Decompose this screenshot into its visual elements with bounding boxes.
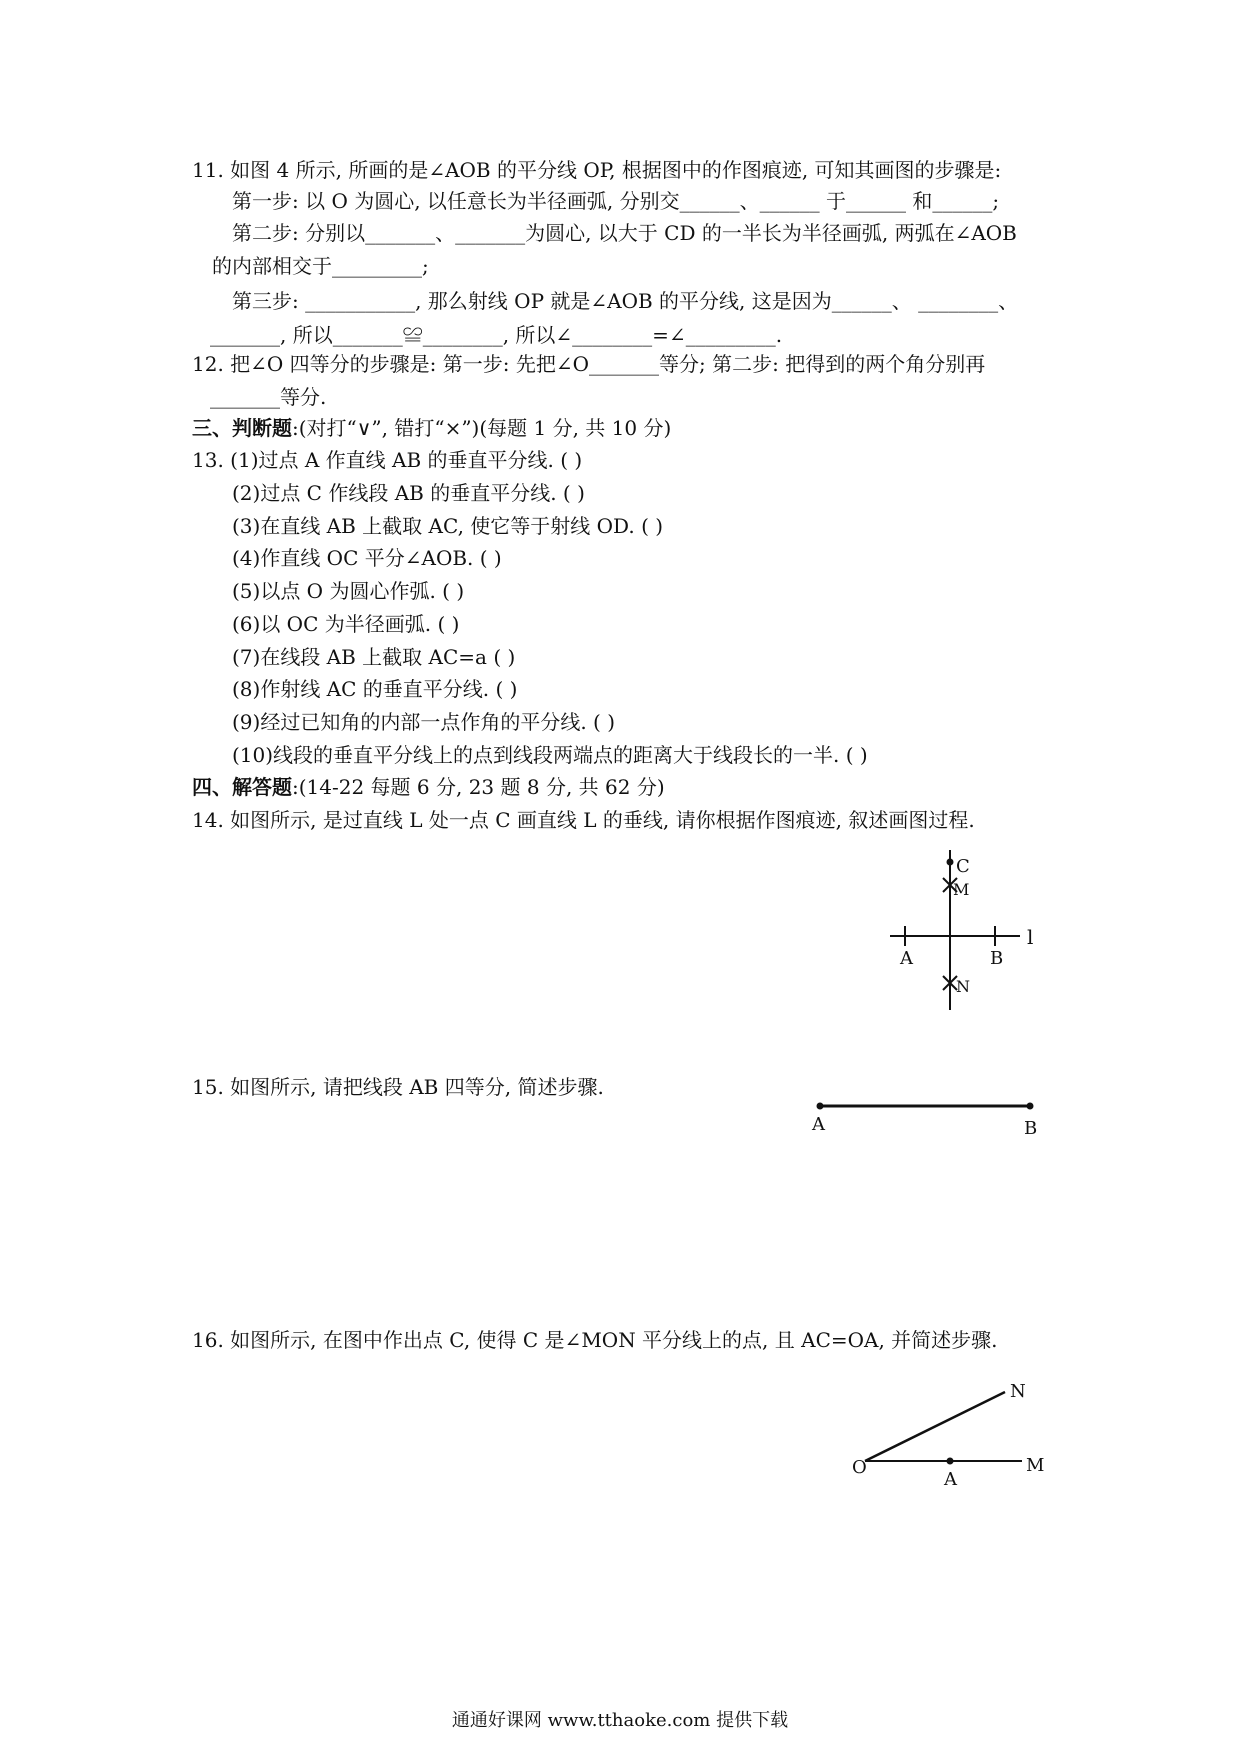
q14-label-b: B [990,948,1004,969]
q16-label-a: A [944,1469,957,1490]
footer-credit: 通通好课网 www.tthaoke.com 提供下载 [451,1710,789,1731]
q16-label-m: M [1026,1455,1045,1476]
q14-label-n: N [956,977,970,996]
q14-label-a: A [900,948,913,969]
q11-step3a: 第三步: ___________, 那么射线 OP 就是∠AOB 的平分线, 这是因为______、 ________、 [232,289,1019,313]
q16-figure [840,1370,1060,1500]
q14-label-l: l [1027,925,1034,949]
q16-text: 16. 如图所示, 在图中作出点 C, 使得 C 是∠MON 平分线上的点, 且 AC=OA, 并简述步骤. [192,1328,998,1352]
q14-point-c [947,859,954,866]
q13-item-5: (5)以点 O 为圆心作弧. ( ) [232,579,465,603]
q11-step1: 第一步: 以 O 为圆心, 以任意长为半径画弧, 分别交______、______ 于______ 和______; [232,189,1000,213]
q11-stem: 11. 如图 4 所示, 所画的是∠AOB 的平分线 OP, 根据图中的作图痕迹, 可知其画图的步骤是: [192,158,1002,182]
section3-title: 三、判断题 [192,416,292,440]
q13-item-6: (6)以 OC 为半径画弧. ( ) [232,612,460,636]
q15-label-a: A [812,1114,825,1135]
section3-heading [192,414,671,442]
q11-step2a: 第二步: 分别以_______、_______为圆心, 以大于 CD 的一半长为半径画弧, 两弧在∠AOB [232,221,1017,245]
q14-label-c: C [956,856,970,877]
q13-item-3: (3)在直线 AB 上截取 AC, 使它等于射线 OD. ( ) [232,514,664,538]
section4-heading [192,773,665,801]
section4-title: 四、解答题 [192,775,292,799]
q16-label-n: N [1010,1381,1026,1402]
q14-figure [860,840,1060,1020]
q15-text: 15. 如图所示, 请把线段 AB 四等分, 简述步骤. [192,1075,604,1099]
q15-point-b [1027,1103,1034,1110]
q11-step3b: _______, 所以_______≌________, 所以∠________=∠_________. [210,323,783,347]
q13-item-9: (9)经过已知角的内部一点作角的平分线. ( ) [232,710,616,734]
q13-item-7: (7)在线段 AB 上截取 AC=a ( ) [232,645,516,669]
q13-item-4: (4)作直线 OC 平分∠AOB. ( ) [232,546,502,570]
q12-line2: _______等分. [210,385,327,409]
q13-item-8: (8)作射线 AC 的垂直平分线. ( ) [232,677,518,701]
q16-ray-on [865,1392,1005,1461]
q15-label-b: B [1024,1118,1038,1139]
q14-label-m: M [953,880,970,899]
q13-item-1: 13. (1)过点 A 作直线 AB 的垂直平分线. ( ) [192,448,583,472]
section4-note: :(14-22 每题 6 分, 23 题 8 分, 共 62 分) [292,775,665,799]
q13-item-2: (2)过点 C 作线段 AB 的垂直平分线. ( ) [232,481,585,505]
q11-step2b: 的内部相交于_________; [212,254,429,278]
q14-text: 14. 如图所示, 是过直线 L 处一点 C 画直线 L 的垂线, 请你根据作图痕迹, 叙述画图过程. [192,808,975,832]
section3-note: :(对打“∨”, 错打“×”)(每题 1 分, 共 10 分) [292,416,672,440]
q15-figure [800,1090,1060,1140]
q16-label-o: O [852,1457,867,1478]
q12-line1: 12. 把∠O 四等分的步骤是: 第一步: 先把∠O_______等分; 第二步: 把得到的两个角分别再 [192,352,986,376]
q15-point-a [817,1103,824,1110]
q16-point-a [947,1458,954,1465]
q13-item-10: (10)线段的垂直平分线上的点到线段两端点的距离大于线段长的一半. ( ) [232,743,868,767]
